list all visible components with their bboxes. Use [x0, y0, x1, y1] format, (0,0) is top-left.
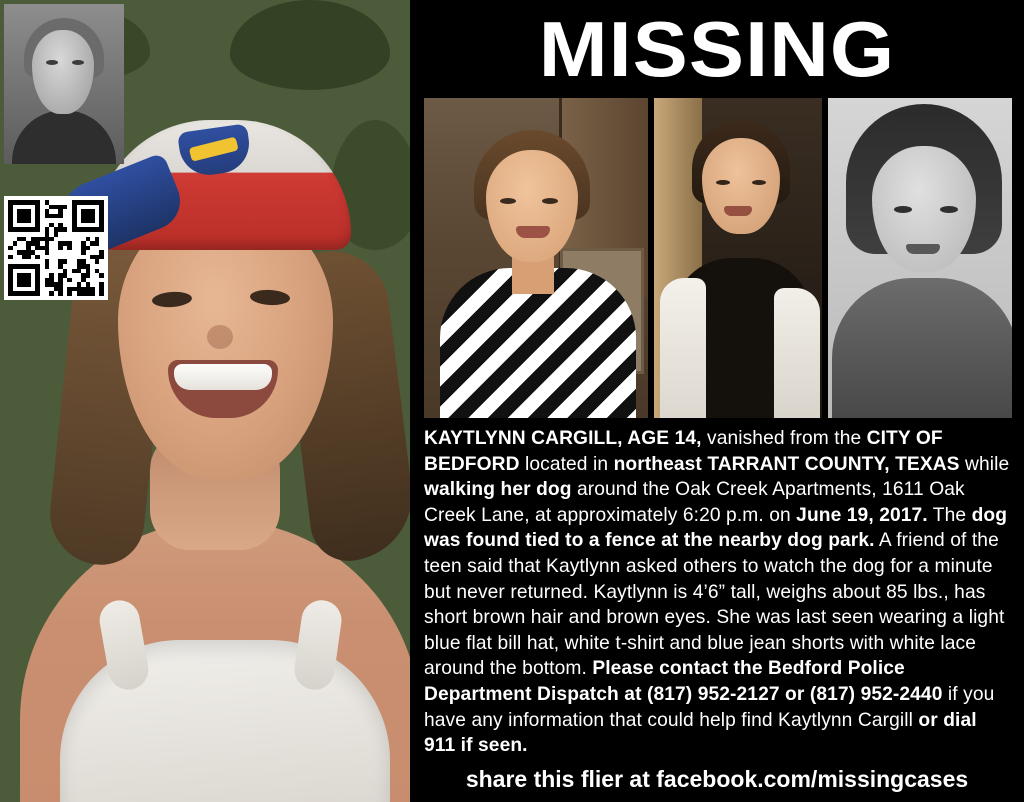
photo2-sleeve-right	[774, 288, 820, 418]
emphasis-text: walking her dog	[424, 479, 572, 501]
photo3-mouth	[906, 244, 940, 254]
body-text: while	[959, 453, 1010, 475]
photo3-eye-right	[940, 206, 958, 213]
emphasis-text: CITY OF BEDFORD	[424, 428, 943, 475]
leaf-shape	[230, 0, 390, 90]
body-text: The	[927, 504, 972, 526]
nose	[207, 325, 233, 349]
white-tank-top	[60, 640, 390, 802]
emphasis-text: northeast TARRANT COUNTY, TEXAS	[613, 453, 960, 475]
inset-face	[32, 30, 94, 114]
page-title: MISSING	[538, 5, 896, 93]
photo3-eye-left	[894, 206, 912, 213]
photo1-eye-left	[500, 198, 516, 204]
photo1-mouth	[516, 226, 550, 238]
photo1-eye-right	[542, 198, 558, 204]
photo-row	[424, 98, 1012, 418]
photo2-mouth	[724, 206, 752, 216]
poster-panel	[410, 0, 1024, 802]
photo-black-and-white-portrait	[828, 98, 1012, 418]
body-text: vanished	[701, 428, 785, 449]
inset-eye-right	[72, 60, 84, 65]
qr-code[interactable]	[4, 196, 108, 300]
qr-module	[99, 291, 104, 296]
emphasis-text: June 19, 2017.	[796, 504, 928, 526]
body-text: A friend of the teen said that Kaytlynn asked others to watch the dog for a minute but never returned. Kaytlynn is 4’6” tall, weighs about 85 lbs., has short brown hair and brown eyes. She was last seen wearing a light blue flat bill hat, white t-shirt and blue jean shorts with white lace around the bottom.	[424, 530, 1005, 680]
inset-eye-left	[46, 60, 58, 65]
inset-body	[12, 110, 116, 164]
photo2-eye-left	[716, 180, 730, 185]
left-photo-panel	[0, 0, 410, 802]
photo2-face	[702, 138, 780, 234]
photo2-eye-right	[752, 180, 766, 185]
inset-headshot-grayscale	[4, 4, 124, 164]
photo2-sleeve-left	[660, 278, 706, 418]
share-line: share this flier at facebook.com/missingcases	[465, 765, 969, 792]
photo-white-sleeves	[654, 98, 822, 418]
emphasis-text: dog was found tied to a fence at the nearby dog park.	[424, 504, 1008, 552]
teeth	[174, 364, 272, 390]
photo-chevron-dress	[424, 98, 648, 418]
photo1-face	[486, 150, 578, 262]
body-text: if you have any information that could help find Kaytlynn Cargill	[424, 683, 995, 731]
photo3-torso	[832, 278, 1012, 418]
body-text: around the Oak Creek Apartments, 1611 Oak Creek Lane, at approximately 6:20 p.m. on	[424, 479, 965, 526]
body-text: from the	[784, 428, 867, 449]
case-description	[422, 424, 1012, 759]
emphasis-text: Please contact the Bedford Police Department Dispatch at (817) 952-2127 or (817) 952-2440	[424, 658, 943, 705]
emphasis-text: or dial 911 if seen.	[424, 709, 977, 757]
qr-grid	[8, 200, 104, 296]
emphasis-text: KAYTLYNN CARGILL, AGE 14,	[424, 428, 702, 449]
body-text: located in	[519, 453, 614, 475]
